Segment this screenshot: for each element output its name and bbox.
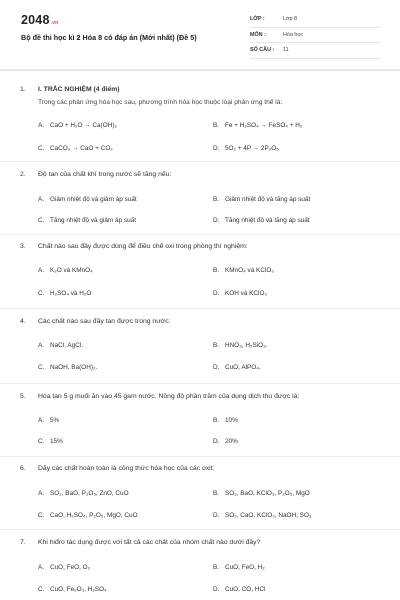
question-number: 6. bbox=[20, 465, 26, 472]
question-divider bbox=[0, 234, 400, 235]
option-letter: B. bbox=[213, 490, 220, 497]
question-number: 4. bbox=[20, 318, 26, 325]
option-letter: C. bbox=[38, 145, 45, 152]
option-text: NaCl, AgCl. bbox=[50, 342, 84, 349]
option-text: KOH và KClO₃ bbox=[225, 290, 268, 297]
option-a[interactable] bbox=[38, 564, 90, 571]
option-d[interactable] bbox=[213, 290, 267, 297]
option-letter: C. bbox=[38, 512, 45, 519]
question-divider bbox=[0, 529, 400, 530]
option-b[interactable] bbox=[213, 490, 310, 497]
option-text: K₂O và KMnO₄ bbox=[50, 267, 93, 274]
option-text: CaO + H₂O → Ca(OH)₂ bbox=[50, 122, 117, 129]
option-letter: A. bbox=[38, 564, 45, 571]
section-title: I. TRẮC NGHIỆM (4 điểm) bbox=[38, 86, 120, 93]
meta-label: SỐ CÂU : bbox=[250, 47, 275, 54]
option-letter: A. bbox=[38, 196, 45, 203]
option-text: CuO, AlPO₄. bbox=[225, 364, 261, 371]
question-number: 7. bbox=[20, 539, 26, 546]
option-letter: D. bbox=[213, 438, 220, 445]
brand-name: 2048 bbox=[21, 13, 50, 27]
option-text: H₂SO₄ và H₂O bbox=[50, 290, 92, 297]
meta-panel bbox=[250, 12, 380, 59]
page-header bbox=[0, 0, 400, 64]
question-4 bbox=[0, 318, 400, 371]
option-text: 5O₂ + 4P → 2P₂O₅ bbox=[225, 145, 279, 152]
option-text: CuO, CO, HCl bbox=[225, 586, 266, 593]
section-block bbox=[0, 86, 400, 152]
option-text: HNO₃, H₂SiO₃. bbox=[225, 342, 268, 349]
option-text: SO₂, BaO, KClO₃, P₂O₅, MgO bbox=[225, 490, 310, 497]
question-3 bbox=[0, 243, 400, 297]
option-text: 20% bbox=[225, 438, 238, 445]
option-a[interactable] bbox=[38, 417, 59, 424]
option-text: SO₂, BaO, P₂O₅, ZnO, CuO bbox=[50, 490, 129, 497]
option-c[interactable] bbox=[38, 290, 91, 297]
option-d[interactable] bbox=[213, 438, 238, 445]
meta-value: Hóa học bbox=[283, 31, 304, 38]
meta-row-class bbox=[250, 12, 380, 28]
option-text: SO₂, CaO, KClO₃, NaOH, SO₃ bbox=[225, 512, 312, 519]
option-b[interactable] bbox=[213, 122, 302, 129]
option-text: CuO, FeO, O₂ bbox=[50, 564, 91, 571]
option-d[interactable] bbox=[213, 217, 310, 224]
question-text: Khi hiđro tác dụng được với tất cả các chất của nhóm chất nào dưới đây? bbox=[38, 539, 261, 546]
meta-row-count bbox=[250, 43, 380, 59]
option-letter: B. bbox=[213, 417, 220, 424]
header-divider bbox=[0, 69, 400, 71]
option-b[interactable] bbox=[213, 417, 238, 424]
option-text: CaO, H₂SO₄, P₂O₅, MgO, CuO bbox=[50, 512, 138, 519]
question-text: Trong các phản ứng hóa học sau, phương trình hóa học thuộc loại phản ứng thế là: bbox=[38, 99, 283, 106]
question-divider bbox=[0, 161, 400, 162]
meta-label: MÔN : bbox=[250, 31, 266, 38]
question-list bbox=[0, 72, 400, 600]
brand-logo[interactable] bbox=[21, 13, 58, 27]
option-letter: A. bbox=[38, 267, 45, 274]
option-letter: D. bbox=[213, 364, 220, 371]
option-d[interactable] bbox=[213, 145, 279, 152]
option-text: Giảm nhiệt độ và giảm áp suất bbox=[50, 196, 137, 203]
meta-value: 11 bbox=[283, 47, 289, 54]
question-2 bbox=[0, 171, 400, 224]
option-text: 10% bbox=[225, 417, 238, 424]
document-title: Bộ đề thi học kì 2 Hóa 8 có đáp án (Mới nhất) (Đề 5) bbox=[21, 33, 197, 42]
option-b[interactable] bbox=[213, 196, 310, 203]
option-letter: B. bbox=[213, 564, 220, 571]
option-c[interactable] bbox=[38, 586, 107, 593]
option-text: NaOH, Ba(OH)₂. bbox=[50, 364, 98, 371]
question-text: Dãy các chất hoàn toàn là công thức hóa học của các oxit: bbox=[38, 465, 215, 472]
question-number: 3. bbox=[20, 243, 26, 250]
option-letter: A. bbox=[38, 490, 45, 497]
brand-suffix: .vn bbox=[50, 20, 59, 26]
option-text: 5% bbox=[50, 417, 60, 424]
question-text: Độ tan của chất khí trong nước sẽ tăng nếu: bbox=[38, 171, 172, 178]
option-c[interactable] bbox=[38, 217, 136, 224]
option-text: Tăng nhiệt độ và giảm áp suất bbox=[50, 217, 136, 224]
meta-value: Lớp 8 bbox=[283, 16, 298, 23]
option-text: CuO, FeO, H₂ bbox=[225, 564, 265, 571]
question-number: 5. bbox=[20, 393, 26, 400]
question-text: Chất nào sau đây được dùng để điều chế oxi trong phòng thí nghiệm: bbox=[38, 243, 248, 250]
question-number: 2. bbox=[20, 171, 26, 178]
option-d[interactable] bbox=[213, 512, 312, 519]
option-b[interactable] bbox=[213, 267, 274, 274]
question-text: Hòa tan 5 g muối ăn vào 45 gam nước. Nồng độ phần trăm của dung dịch thu được là: bbox=[38, 393, 300, 400]
option-text: CaCO₃ → CaO + CO₂ bbox=[50, 145, 113, 152]
option-text: 15% bbox=[50, 438, 63, 445]
option-letter: C. bbox=[38, 438, 45, 445]
option-letter: B. bbox=[213, 342, 220, 349]
option-letter: B. bbox=[213, 196, 220, 203]
option-letter: D. bbox=[213, 290, 220, 297]
question-divider bbox=[0, 308, 400, 309]
option-letter: D. bbox=[213, 217, 220, 224]
option-a[interactable] bbox=[38, 490, 129, 497]
option-c[interactable] bbox=[38, 145, 113, 152]
option-text: Tăng nhiệt độ và tăng áp suất bbox=[225, 217, 310, 224]
section-number: 1. bbox=[20, 86, 26, 93]
question-6 bbox=[0, 465, 400, 519]
option-a[interactable] bbox=[38, 267, 93, 274]
option-text: Giảm nhiệt độ và tăng áp suất bbox=[225, 196, 311, 203]
option-a[interactable] bbox=[38, 196, 137, 203]
option-letter: C. bbox=[38, 364, 45, 371]
option-letter: B. bbox=[213, 122, 220, 129]
option-letter: B. bbox=[213, 267, 220, 274]
option-a[interactable] bbox=[38, 342, 83, 349]
option-letter: A. bbox=[38, 122, 45, 129]
option-a[interactable] bbox=[38, 122, 117, 129]
meta-row-subject bbox=[250, 28, 380, 44]
option-b[interactable] bbox=[213, 342, 267, 349]
question-divider bbox=[0, 456, 400, 457]
option-b[interactable] bbox=[213, 564, 265, 571]
option-d[interactable] bbox=[213, 586, 265, 593]
question-5 bbox=[0, 393, 400, 445]
option-c[interactable] bbox=[38, 364, 97, 371]
option-letter: D. bbox=[213, 145, 220, 152]
option-letter: A. bbox=[38, 342, 45, 349]
option-c[interactable] bbox=[38, 512, 138, 519]
option-letter: C. bbox=[38, 586, 45, 593]
question-text: Các chất nào sau đây tan được trong nước: bbox=[38, 318, 171, 325]
option-text: CuO, Fe₂O₃, H₂SO₄ bbox=[50, 586, 107, 593]
option-text: Fe + H₂SO₄ → FeSO₄ + H₂ bbox=[225, 122, 303, 129]
option-letter: A. bbox=[38, 417, 45, 424]
option-letter: C. bbox=[38, 217, 45, 224]
question-7 bbox=[0, 539, 400, 593]
option-letter: D. bbox=[213, 512, 220, 519]
option-text: KMnO₄ và KClO₃ bbox=[225, 267, 274, 274]
option-c[interactable] bbox=[38, 438, 63, 445]
meta-label: LỚP : bbox=[250, 16, 265, 23]
question-divider bbox=[0, 383, 400, 384]
option-d[interactable] bbox=[213, 364, 261, 371]
option-letter: D. bbox=[213, 586, 220, 593]
option-letter: C. bbox=[38, 290, 45, 297]
